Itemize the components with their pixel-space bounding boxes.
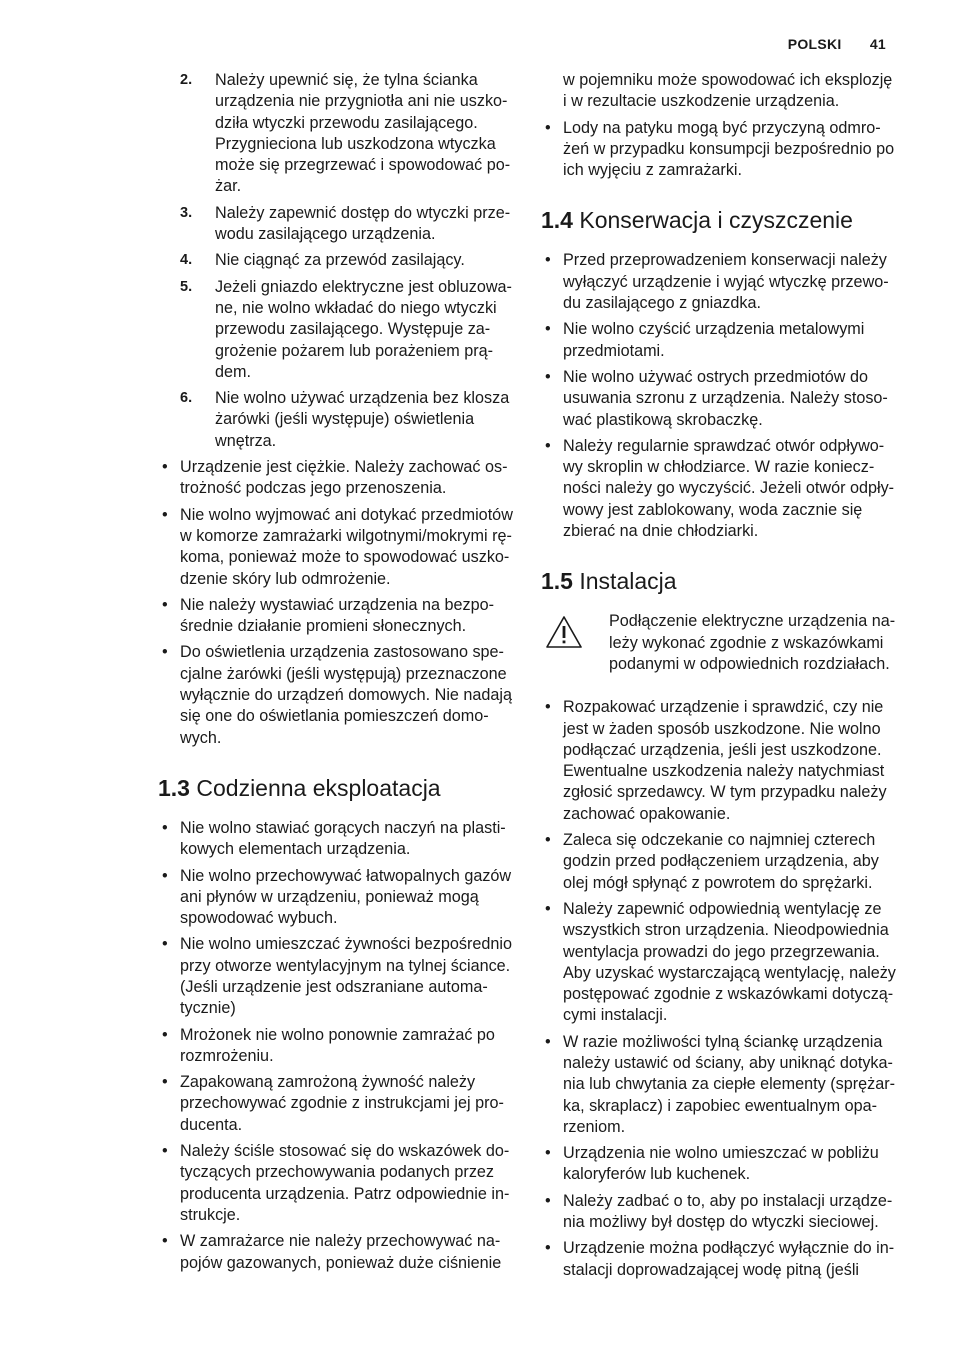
text-line: kowych elementach urządzenia. — [180, 840, 411, 859]
text-line: Należy zadbać o to, aby po instalacji urządze- — [563, 1191, 893, 1210]
text-line: żar. — [215, 177, 242, 196]
text-line: Przed przeprowadzeniem konserwacji należy — [563, 251, 887, 270]
text-line: podłączać urządzenia, jeśli jest uszkodzone. — [563, 740, 882, 759]
text-line: ności należy go wyczyścić. Jeżeli otwór odpły- — [563, 479, 895, 498]
text-line: Nie wolno umieszczać żywności bezpośrednio — [180, 935, 512, 954]
text-line: nia lub chwytania za ciepłe elementy (sprężar- — [563, 1075, 896, 1094]
section-title-1-5 — [541, 567, 898, 595]
bullet-icon: • — [545, 367, 551, 386]
bullet-icon: • — [162, 935, 168, 954]
numbered-item — [160, 70, 515, 198]
text-line: ne, nie wolno wkładać do niego wtyczki — [215, 298, 497, 317]
bullet-item — [543, 1238, 898, 1281]
text-line: dziła wtyczki przewodu zasilającego. — [215, 113, 478, 132]
numbered-item — [160, 250, 515, 271]
text-line: Należy zapewnić dostęp do wtyczki prze- — [215, 203, 511, 222]
section-number: 1.3 — [158, 774, 190, 801]
text-line: wyłącznie do urządzeń domowych. Nie nadają — [180, 686, 513, 705]
text-line: jest w żaden sposób uszkodzone. Nie wolno — [563, 719, 881, 738]
text-line: się one do oświetlania pomieszczeń domo- — [180, 707, 489, 726]
bullet-item — [160, 866, 515, 930]
text-line: producenta urządzenia. Patrz odpowiednie in- — [180, 1184, 510, 1203]
bullet-list — [160, 457, 515, 749]
text-line: Nie ciągnąć za przewód zasilający. — [215, 251, 465, 270]
bullet-icon: • — [162, 1232, 168, 1251]
bullet-item — [543, 319, 898, 362]
text-line: Należy regularnie sprawdzać otwór odpływo- — [563, 436, 885, 455]
text-line: podanymi w odpowiednich rozdziałach. — [609, 654, 890, 673]
text-line: Rozpakować urządzenie i sprawdzić, czy nie — [563, 698, 884, 717]
bullet-icon: • — [545, 251, 551, 270]
bullet-item — [160, 1231, 515, 1274]
numbered-item — [160, 277, 515, 383]
bullet-icon: • — [545, 320, 551, 339]
text-line: wać plastikową skrobaczkę. — [563, 410, 763, 429]
text-line: wy skroplin w chłodziarce. W razie koniecz- — [563, 458, 875, 477]
bullet-icon: • — [545, 831, 551, 850]
bullet-item — [160, 1072, 515, 1136]
text-line: grożenie pożarem lub porażeniem prą- — [215, 341, 494, 360]
numbered-item — [160, 203, 515, 246]
text-line: dem. — [215, 362, 251, 381]
bullet-icon: • — [162, 1142, 168, 1161]
bullet-icon: • — [545, 436, 551, 455]
item-number: 6. — [180, 390, 193, 407]
bullet-item — [543, 118, 898, 182]
bullet-item — [160, 1025, 515, 1068]
right-column — [543, 70, 898, 1286]
text-line: i w rezultacie uszkodzenie urządzenia. — [563, 92, 840, 111]
item-number: 5. — [180, 278, 193, 295]
bullet-icon: • — [162, 595, 168, 614]
text-line: stalacji doprowadzającej wodę pitną (jeśli — [563, 1260, 860, 1279]
text-line: Przygnieciona lub uszkodzona wtyczka — [215, 134, 496, 153]
numbered-item — [160, 388, 515, 452]
bullet-item — [543, 899, 898, 1027]
text-line: Do oświetlenia urządzenia zastosowano spe- — [180, 643, 504, 662]
text-line: wnętrza. — [215, 431, 277, 450]
text-line: ka, skraplacz) i zapobiec ewentualnym opa- — [563, 1096, 878, 1115]
text-line: spowodować wybuch. — [180, 909, 338, 928]
text-line: urządzenia nie przygniotła ani nie uszko- — [215, 92, 508, 111]
section-number: 1.4 — [541, 207, 573, 234]
bullet-icon: • — [162, 458, 168, 477]
text-line: zbierać na dnie chłodziarki. — [563, 522, 759, 541]
bullet-icon: • — [162, 818, 168, 837]
bullet-icon: • — [545, 1191, 551, 1210]
text-line: postępować zgodnie z wskazówkami dotyczą- — [563, 985, 894, 1004]
section-title-1-4 — [541, 206, 898, 234]
text-line: w komorze zamrażarki wilgotnymi/mokrymi rę- — [180, 526, 512, 545]
text-line: ani płynów w urządzeniu, ponieważ mogą — [180, 887, 479, 906]
text-line: ich wyjęciu z zamrażarki. — [563, 161, 743, 180]
section-number: 1.5 — [541, 568, 573, 595]
text-line: kaloryferów lub kuchenek. — [563, 1165, 751, 1184]
text-line: Zapakowaną zamrożoną żywność należy — [180, 1073, 476, 1092]
text-line: przy otworze wentylacyjnym na tylnej ściance. — [180, 956, 511, 975]
header-language: POLSKI — [787, 36, 842, 52]
text-line: wodu zasilającego urządzenia. — [215, 225, 436, 244]
bullet-item — [543, 436, 898, 542]
bullet-item — [543, 830, 898, 894]
warning-note — [543, 611, 898, 675]
text-line: przechowywać zgodnie z instrukcjami jej pro- — [180, 1094, 504, 1113]
continued-text — [543, 70, 898, 113]
text-line: cjalne żarówki (jeśli występują) przeznaczone — [180, 664, 507, 683]
item-number: 2. — [180, 72, 193, 88]
text-line: du zasilającego z gniazdka. — [563, 294, 761, 313]
text-line: w pojemniku może spowodować ich eksplozję — [563, 71, 893, 89]
section-title-text: Konserwacja i czyszczenie — [579, 207, 853, 234]
text-line: godzin przed podłączeniem urządzenia, aby — [563, 852, 879, 871]
text-line: Nie wolno stawiać gorących naczyń na plasti- — [180, 818, 506, 837]
text-line: Nie wolno przechowywać łatwopalnych gazów — [180, 866, 512, 885]
bullet-list — [543, 250, 898, 542]
text-line: Aby uzyskać wystarczającą wentylację, należy — [563, 963, 896, 982]
text-line: Mrożonek nie wolno ponownie zamrażać po — [180, 1025, 495, 1044]
bullet-icon: • — [545, 1239, 551, 1258]
text-line: żeń w przypadku konsumpcji bezpośrednio po — [563, 139, 895, 158]
bullet-icon: • — [545, 899, 551, 918]
text-line: ducenta. — [180, 1115, 243, 1134]
text-line: W razie możliwości tylną ściankę urządzenia — [563, 1032, 883, 1051]
text-line: Ewentualne uszkodzenia należy natychmiast — [563, 762, 885, 781]
page-number: 41 — [869, 36, 886, 52]
bullet-icon: • — [162, 866, 168, 885]
page-header — [788, 36, 886, 52]
text-line: Nie wolno używać ostrych przedmiotów do — [563, 367, 868, 386]
bullet-list — [160, 818, 515, 1274]
bullet-item — [160, 934, 515, 1019]
left-column — [160, 70, 515, 1279]
bullet-item — [160, 505, 515, 590]
text-line: W zamrażarce nie należy przechowywać na- — [180, 1232, 501, 1251]
text-line: trożność podczas jego przenoszenia. — [180, 479, 447, 498]
text-line: dzenie skóry lub odmrożenie. — [180, 569, 391, 588]
text-line: zgłosić sprzedawcy. W tym przypadku należy — [563, 783, 887, 802]
item-number: 3. — [180, 204, 193, 221]
bullet-icon: • — [545, 698, 551, 717]
warning-triangle-icon — [545, 615, 583, 649]
text-line: Należy upewnić się, że tylna ścianka — [215, 71, 478, 89]
text-line: wszystkich stron urządzenia. Nieodpowiednia — [563, 921, 889, 940]
bullet-item — [160, 595, 515, 638]
text-line: nia możliwy był dostęp do wtyczki sieciowej. — [563, 1213, 879, 1232]
text-line: rzeniom. — [563, 1117, 626, 1136]
bullet-item — [543, 697, 898, 825]
text-line: Urządzenie jest ciężkie. Należy zachować os- — [180, 458, 508, 477]
text-line: Należy zapewnić odpowiednią wentylację ze — [563, 899, 882, 918]
text-line: cymi instalacji. — [563, 1006, 668, 1025]
text-line: przewodu zasilającego. Występuje za- — [215, 320, 491, 339]
text-line: rozmrożeniu. — [180, 1046, 274, 1065]
text-line: Podłączenie elektryczne urządzenia na- — [609, 612, 896, 631]
bullet-icon: • — [162, 643, 168, 662]
text-line: leży wykonać zgodnie z wskazówkami — [609, 633, 884, 652]
text-line: wyłączyć urządzenie i wyjąć wtyczkę przewo- — [563, 272, 889, 291]
bullet-list — [543, 697, 898, 1281]
text-line: średnie działanie promieni słonecznych. — [180, 617, 467, 636]
text-line: należy ustawić od ściany, aby uniknąć dotyka- — [563, 1053, 893, 1072]
section-title-text: Instalacja — [579, 568, 677, 595]
section-title-text: Codzienna eksploatacja — [196, 774, 441, 801]
bullet-item — [160, 642, 515, 748]
bullet-item — [543, 1032, 898, 1138]
bullet-item — [160, 1141, 515, 1226]
text-line: strukcje. — [180, 1205, 241, 1224]
text-line: koma, ponieważ może to spowodować uszko- — [180, 548, 510, 567]
text-line: Nie należy wystawiać urządzenia na bezpo- — [180, 595, 495, 614]
text-line: Nie wolno czyścić urządzenia metalowymi — [563, 320, 865, 339]
text-line: może się przegrzewać i spowodować po- — [215, 156, 511, 175]
text-line: olej mógł spłynąć z powrotem do sprężarki. — [563, 873, 873, 892]
text-line: tyczących przechowywania podanych przez — [180, 1163, 495, 1182]
bullet-item — [543, 1191, 898, 1234]
text-line: usuwania szronu z urządzenia. Należy stoso- — [563, 389, 888, 408]
text-line: pojów gazowanych, ponieważ duże ciśnienie — [180, 1253, 502, 1272]
text-line: przedmiotami. — [563, 341, 665, 360]
bullet-icon: • — [545, 1032, 551, 1051]
numbered-list — [160, 70, 515, 452]
text-line: Urządzenie można podłączyć wyłącznie do in- — [563, 1239, 895, 1258]
bullet-icon: • — [545, 1144, 551, 1163]
text-line: Nie wolno używać urządzenia bez klosza — [215, 389, 510, 408]
bullet-icon: • — [545, 118, 551, 137]
text-line: Nie wolno wyjmować ani dotykać przedmiotów — [180, 505, 513, 524]
text-line: wentylacja prowadzi do jego przegrzewania. — [563, 942, 880, 961]
text-line: Należy ściśle stosować się do wskazówek do- — [180, 1142, 510, 1161]
text-line: Lody na patyku mogą być przyczyną odmro- — [563, 118, 881, 137]
text-line: (Jeśli urządzenie jest odszraniane automa- — [180, 977, 488, 996]
bullet-item — [543, 250, 898, 314]
bullet-item — [160, 457, 515, 500]
text-line: Jeżeli gniazdo elektryczne jest obluzowa- — [215, 277, 512, 296]
text-line: zachować opakowanie. — [563, 804, 731, 823]
text-line: tycznie) — [180, 999, 236, 1018]
bullet-list — [543, 118, 898, 182]
text-line: wych. — [180, 728, 222, 747]
text-line: Urządzenia nie wolno umieszczać w pobliżu — [563, 1144, 879, 1163]
bullet-icon: • — [162, 1073, 168, 1092]
text-line: wowy jest zablokowany, woda zacznie się — [563, 500, 863, 519]
text-line: żarówki (jeśli występuje) oświetlenia — [215, 410, 475, 429]
section-title-1-3 — [158, 774, 515, 802]
bullet-icon: • — [162, 505, 168, 524]
bullet-icon: • — [162, 1025, 168, 1044]
item-number: 4. — [180, 252, 193, 269]
text-line: Zaleca się odczekanie co najmniej czterech — [563, 831, 876, 850]
bullet-item — [160, 818, 515, 861]
bullet-item — [543, 367, 898, 431]
bullet-item — [543, 1143, 898, 1186]
